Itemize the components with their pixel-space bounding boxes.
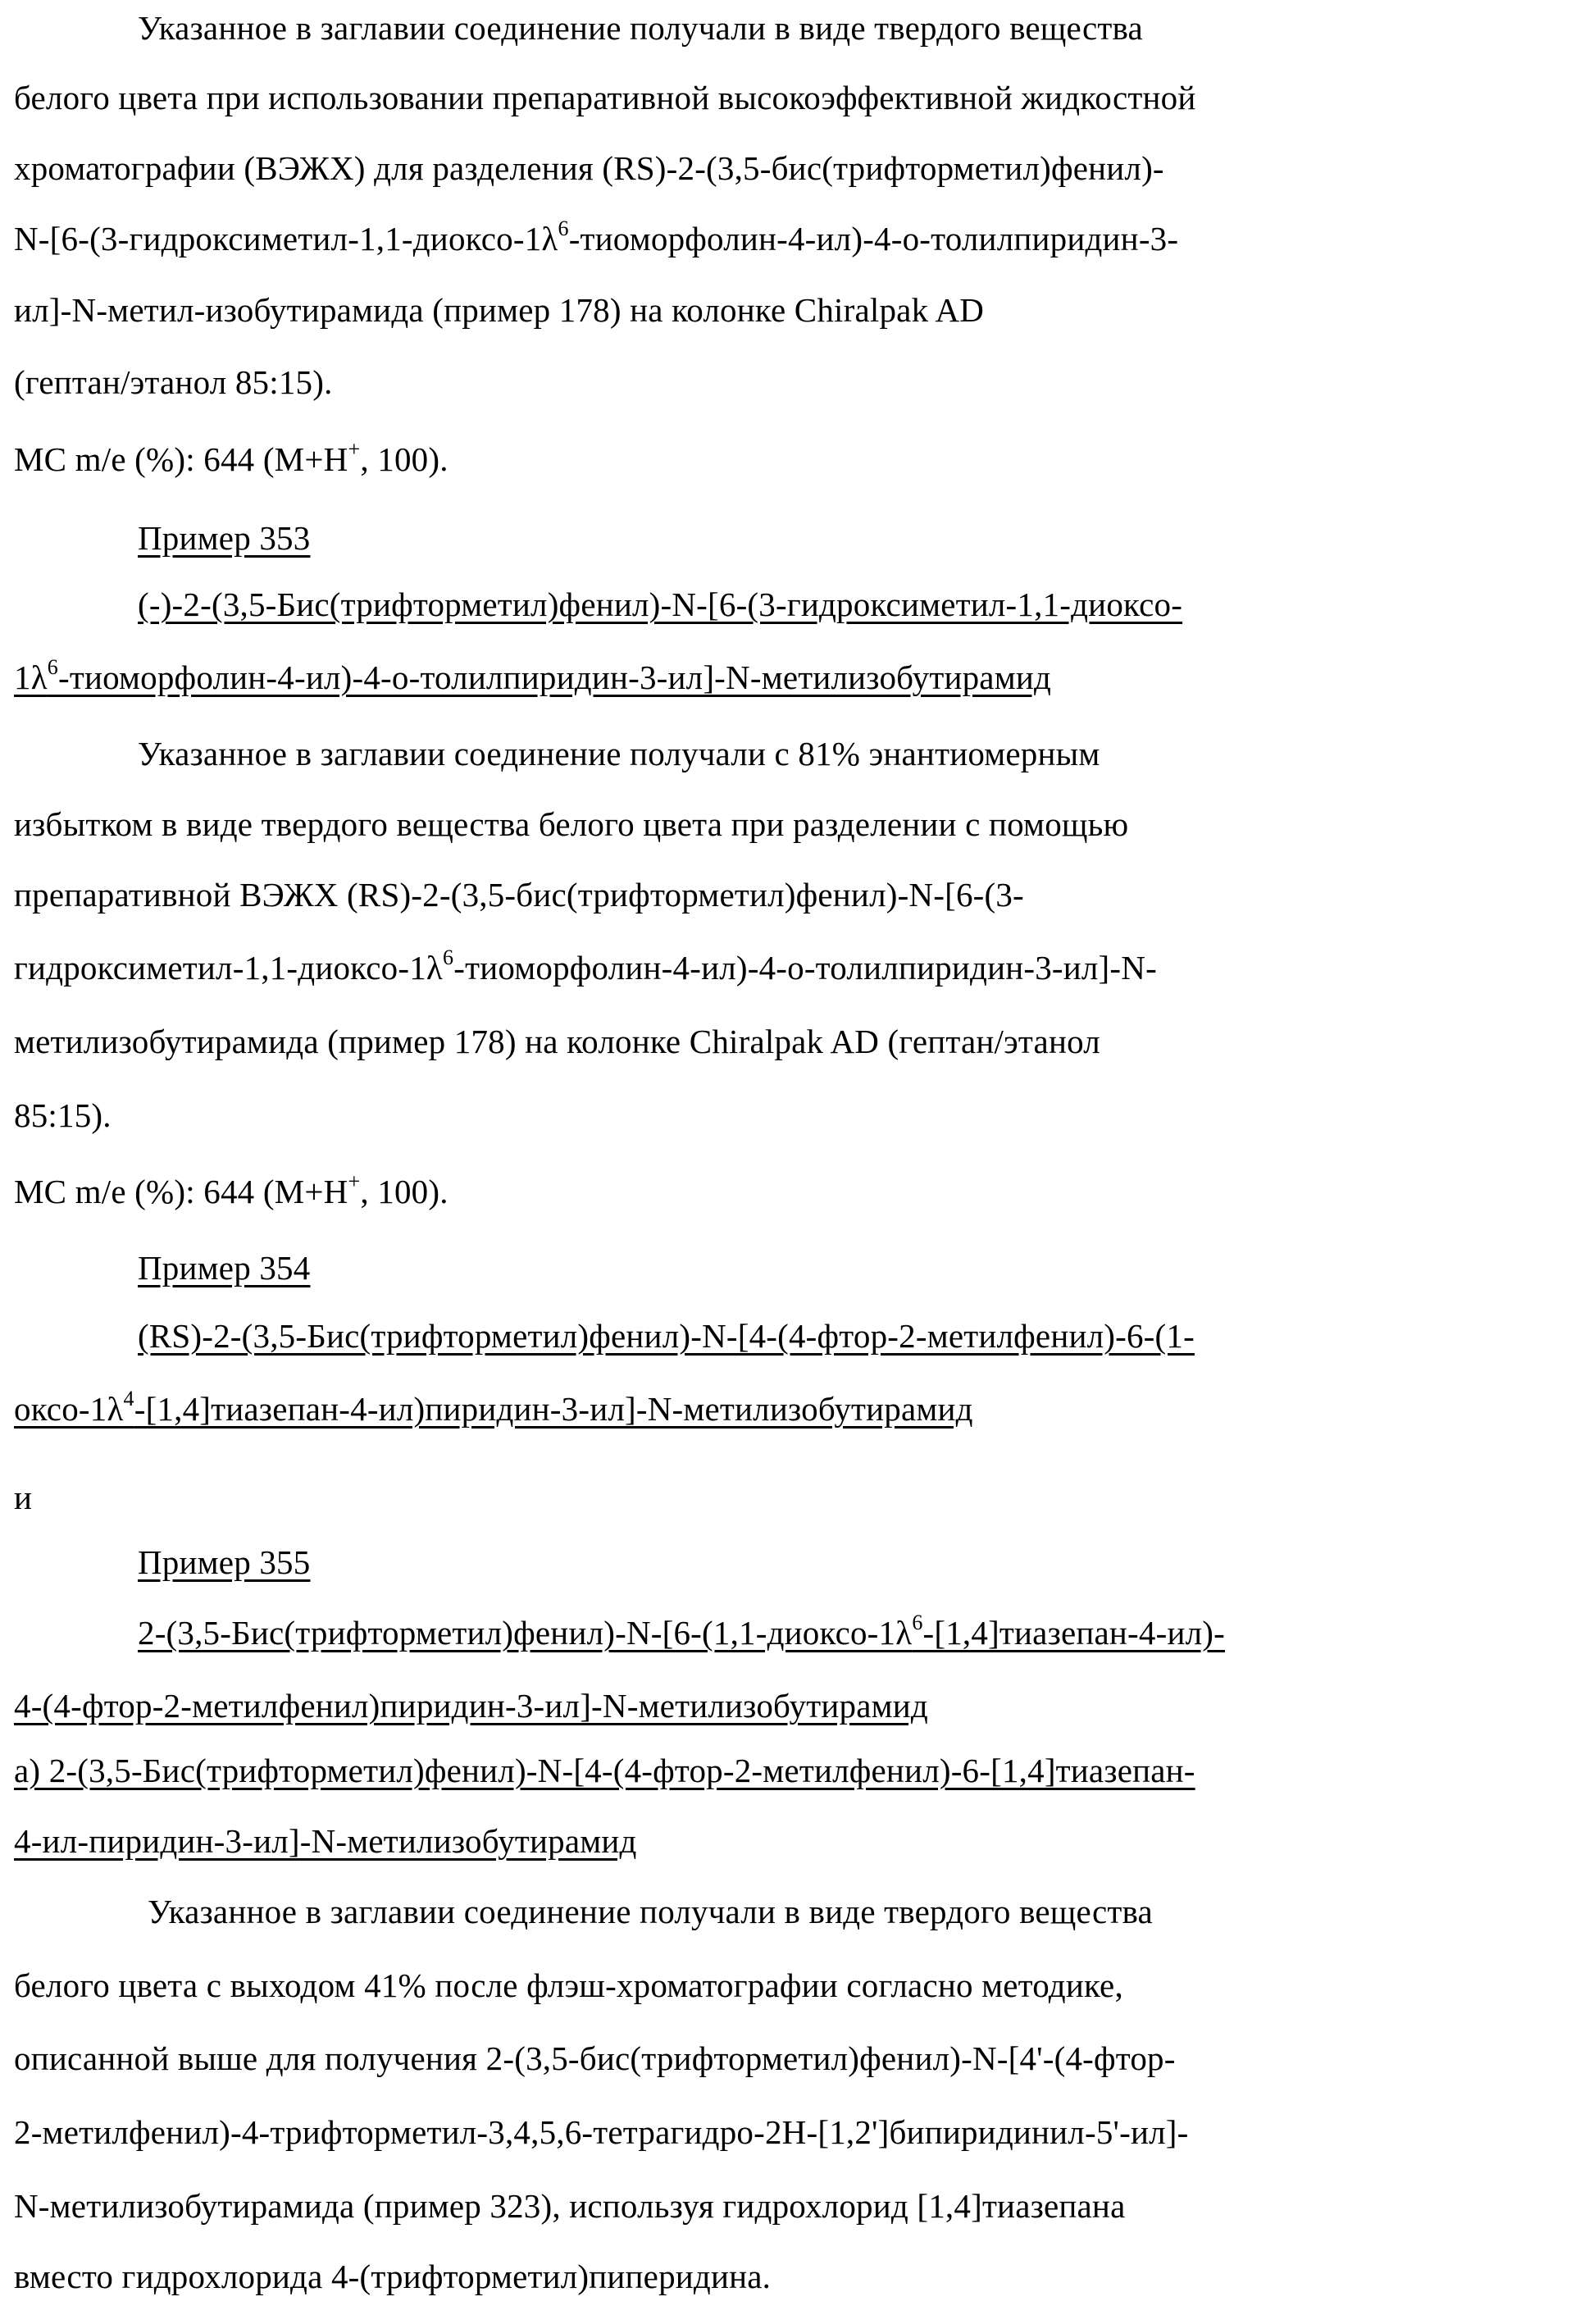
line-text (138, 9, 1143, 47)
text-run: Указанное в заглавии соединение получали в виде твердого вещества (138, 9, 1143, 47)
body-text-line (14, 1096, 112, 1138)
text-run: 2-метилфенил)-4-трифторметил-3,4,5,6-тетрагидро-2H-[1,2']бипиридинил-5'-ил]- (14, 2113, 1189, 2151)
body-text-line (14, 437, 449, 482)
superscript: 6 (47, 655, 58, 679)
text-run: Пример 355 (138, 1543, 311, 1581)
underlined-heading-line (138, 519, 311, 561)
text-run: N-метилизобутирамида (пример 323), используя гидрохлорид [1,4]тиазепана (14, 2187, 1126, 2225)
body-text-line (14, 216, 1179, 262)
line-text (14, 655, 1052, 696)
body-text-line (14, 149, 1164, 191)
line-text (14, 1479, 32, 1516)
line-text (14, 1687, 928, 1725)
body-text-line (14, 2187, 1126, 2229)
body-text-line (138, 737, 1100, 777)
line-text (14, 805, 1128, 843)
text-run: , 100). (360, 440, 449, 478)
text-run: избытком в виде твердого вещества белого цвета при разделении с помощью (14, 805, 1129, 843)
line-text (138, 519, 310, 557)
line-text (138, 735, 1100, 772)
body-text-line (14, 805, 1129, 847)
body-text-line (14, 2113, 1189, 2155)
text-run: (гептан/этанол 85:15). (14, 363, 333, 401)
line-text (138, 586, 1182, 623)
text-run: -тиоморфолин-4-ил)-4-о-толилпиридин-3-ил]-N- (453, 949, 1157, 987)
line-text (14, 1096, 112, 1134)
line-text (14, 2039, 1176, 2077)
body-text-line (14, 291, 985, 333)
superscript: 4 (123, 1387, 134, 1410)
line-text (14, 291, 984, 329)
text-run: гидроксиметил-1,1-диоксо-1λ (14, 949, 444, 987)
body-text-line (14, 1966, 1123, 2008)
line-text (14, 2258, 771, 2295)
body-text-line (14, 2260, 771, 2299)
underlined-heading-line (14, 1822, 637, 1864)
text-run: и (14, 1479, 33, 1516)
text-run: белого цвета при использовании препаративной высокоэффективной жидкостной (14, 79, 1196, 116)
underlined-heading-line (138, 1543, 311, 1585)
underlined-heading-line (138, 588, 1182, 627)
text-run: (-)-2-(3,5-Бис(трифторметил)фенил)-N-[6-(3-гидроксиметил-1,1-диоксо- (138, 586, 1183, 623)
body-text-line (14, 81, 1196, 121)
underlined-heading-line (14, 1689, 928, 1729)
text-run: Указанное в заглавии соединение получали с 81% энантиомерным (138, 735, 1100, 772)
body-text-line (14, 1169, 449, 1214)
body-text-line (14, 1025, 1100, 1064)
text-run: -тиоморфолин-4-ил)-4-о-толилпиридин-3- (568, 220, 1179, 257)
body-text-line (14, 946, 1157, 991)
line-text (14, 79, 1196, 116)
body-text-line (14, 878, 1024, 918)
line-text (14, 1387, 973, 1428)
text-run: МС m/e (%): 644 (M+H (14, 440, 348, 478)
line-text (14, 946, 1157, 987)
line-text (14, 2187, 1125, 2225)
line-text (14, 2113, 1188, 2151)
text-run: вместо гидрохлорида 4-(трифторметил)пиперидина. (14, 2258, 772, 2295)
text-run: белого цвета с выходом 41% после флэш-хроматографии согласно методике, (14, 1966, 1123, 2004)
text-run: метилизобутирамида (пример 178) на колонке Chiralpak AD (гептан/этанол (14, 1023, 1100, 1060)
underlined-heading-line (138, 1319, 1195, 1359)
line-text (14, 876, 1024, 914)
line-text (14, 216, 1179, 257)
superscript: 6 (558, 216, 569, 240)
underlined-heading-line (138, 1251, 310, 1291)
underlined-heading-line (14, 1387, 973, 1432)
text-run: хроматографии (ВЭЖХ) для разделения (RS)-2-(3,5-бис(трифторметил)фенил)- (14, 149, 1164, 187)
line-text (138, 1543, 310, 1581)
text-run: МС m/e (%): 644 (M+H (14, 1173, 348, 1210)
text-run: 2-(3,5-Бис(трифторметил)фенил)-N-[6-(1,1-диоксо-1λ (138, 1614, 913, 1652)
line-text (14, 437, 449, 478)
text-run: N-[6-(3-гидроксиметил-1,1-диоксо-1λ (14, 220, 558, 257)
text-run: Пример 354 (138, 1249, 311, 1287)
body-text-line (138, 11, 1143, 51)
line-text (148, 1893, 1153, 1930)
body-text-line (14, 2039, 1176, 2081)
superscript: 6 (912, 1611, 923, 1634)
superscript: + (348, 1169, 361, 1193)
line-text (138, 1611, 1225, 1652)
body-text-line (148, 1895, 1153, 1934)
underlined-heading-line (14, 655, 1052, 700)
body-text-line (14, 1481, 32, 1520)
text-run: описанной выше для получения 2-(3,5-бис(трифторметил)фенил)-N-[4'-(4-фтор- (14, 2039, 1176, 2077)
text-run: оксо-1λ (14, 1390, 124, 1428)
text-run: Пример 353 (138, 519, 311, 557)
line-text (14, 1169, 449, 1210)
underlined-heading-line (138, 1611, 1225, 1656)
superscript: 6 (443, 946, 454, 969)
text-run: -[1,4]тиазепан-4-ил)- (922, 1614, 1225, 1652)
text-run: -тиоморфолин-4-ил)-4-о-толилпиридин-3-ил]-N-метилизобутирамид (57, 658, 1052, 696)
text-run: а) 2-(3,5-Бис(трифторметил)фенил)-N-[4-(4-фтор-2-метилфенил)-6-[1,4]тиазепан- (14, 1752, 1195, 1789)
text-run: 4-(4-фтор-2-метилфенил)пиридин-3-ил]-N-метилизобутирамид (14, 1687, 928, 1725)
underlined-heading-line (14, 1754, 1195, 1793)
text-run: Указанное в заглавии соединение получали в виде твердого вещества (148, 1893, 1153, 1930)
line-text (14, 1023, 1100, 1060)
line-text (138, 1249, 310, 1287)
text-run: препаративной ВЭЖХ (RS)-2-(3,5-бис(трифторметил)фенил)-N-[6-(3- (14, 876, 1024, 914)
line-text (14, 1822, 637, 1860)
line-text (14, 1752, 1195, 1789)
text-run: , 100). (360, 1173, 449, 1210)
text-run: ил]-N-метил-изобутирамида (пример 178) на колонке Chiralpak AD (14, 291, 985, 329)
text-run: 4-ил-пиридин-3-ил]-N-метилизобутирамид (14, 1822, 637, 1860)
body-text-line (14, 363, 333, 405)
text-run: (RS)-2-(3,5-Бис(трифторметил)фенил)-N-[4-(4-фтор-2-метилфенил)-6-(1- (138, 1317, 1195, 1355)
text-run: 85:15). (14, 1096, 112, 1134)
line-text (14, 363, 333, 401)
text-run: 1λ (14, 658, 48, 696)
text-run: -[1,4]тиазепан-4-ил)пиридин-3-ил]-N-метилизобутирамид (134, 1390, 973, 1428)
superscript: + (348, 437, 361, 461)
line-text (14, 149, 1164, 187)
line-text (138, 1317, 1195, 1355)
line-text (14, 1966, 1123, 2004)
